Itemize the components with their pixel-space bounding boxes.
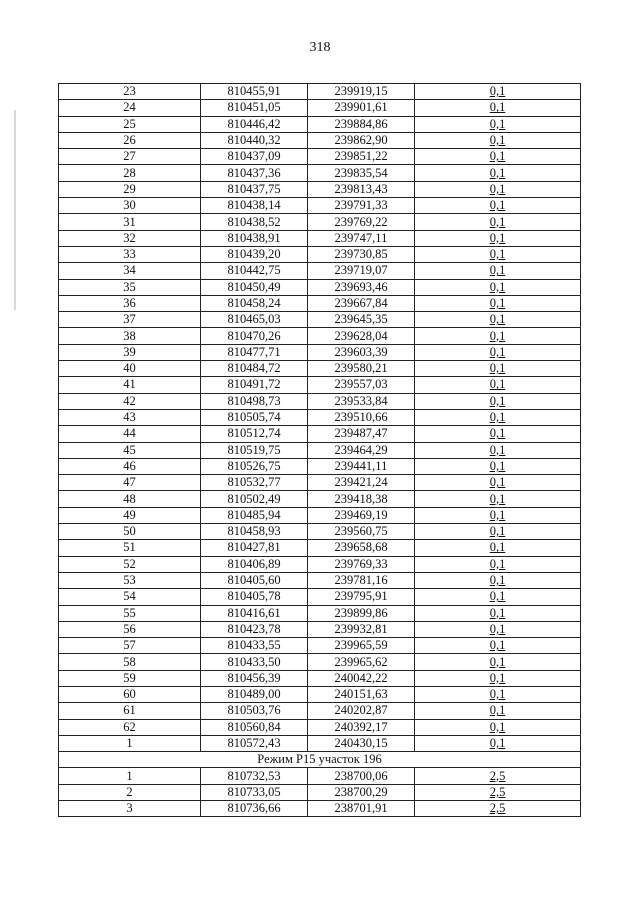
point-number-cell: 34 [59, 263, 201, 279]
value-cell: 0,1 [415, 426, 581, 442]
value-cell: 0,1 [415, 246, 581, 262]
value-cell: 0,1 [415, 393, 581, 409]
value-cell: 0,1 [415, 165, 581, 181]
point-number-cell: 43 [59, 409, 201, 425]
value-cell: 0,1 [415, 540, 581, 556]
point-number-cell: 52 [59, 556, 201, 572]
point-number-cell: 3 [59, 801, 201, 817]
table-row [59, 263, 581, 279]
y-coordinate-cell: 239464,29 [308, 442, 415, 458]
y-coordinate-cell: 239441,11 [308, 458, 415, 474]
table-row [59, 735, 581, 751]
point-number-cell: 38 [59, 328, 201, 344]
y-coordinate-cell: 240392,17 [308, 719, 415, 735]
y-coordinate-cell: 239781,16 [308, 572, 415, 588]
table-row [59, 589, 581, 605]
point-number-cell: 27 [59, 149, 201, 165]
table-row [59, 719, 581, 735]
x-coordinate-cell: 810427,81 [201, 540, 308, 556]
table-row [59, 801, 581, 817]
table-row [59, 605, 581, 621]
y-coordinate-cell: 240042,22 [308, 670, 415, 686]
x-coordinate-cell: 810437,75 [201, 181, 308, 197]
value-cell: 0,1 [415, 556, 581, 572]
value-cell: 0,1 [415, 654, 581, 670]
table-row [59, 165, 581, 181]
y-coordinate-cell: 239862,90 [308, 132, 415, 148]
y-coordinate-cell: 239421,24 [308, 475, 415, 491]
x-coordinate-cell: 810405,78 [201, 589, 308, 605]
y-coordinate-cell: 239667,84 [308, 295, 415, 311]
point-number-cell: 36 [59, 295, 201, 311]
y-coordinate-cell: 239769,33 [308, 556, 415, 572]
x-coordinate-cell: 810456,39 [201, 670, 308, 686]
table-row [59, 295, 581, 311]
point-number-cell: 40 [59, 361, 201, 377]
value-cell: 0,1 [415, 735, 581, 751]
page-number: 318 [309, 40, 331, 55]
y-coordinate-cell: 239628,04 [308, 328, 415, 344]
x-coordinate-cell: 810485,94 [201, 507, 308, 523]
x-coordinate-cell: 810572,43 [201, 735, 308, 751]
value-cell: 2,5 [415, 768, 581, 784]
point-number-cell: 30 [59, 198, 201, 214]
table-row [59, 84, 581, 100]
y-coordinate-cell: 239932,81 [308, 621, 415, 637]
x-coordinate-cell: 810406,89 [201, 556, 308, 572]
y-coordinate-cell: 239730,85 [308, 246, 415, 262]
x-coordinate-cell: 810512,74 [201, 426, 308, 442]
table-row [59, 361, 581, 377]
table-row [59, 491, 581, 507]
value-cell: 0,1 [415, 263, 581, 279]
x-coordinate-cell: 810451,05 [201, 100, 308, 116]
y-coordinate-cell: 239965,59 [308, 638, 415, 654]
x-coordinate-cell: 810733,05 [201, 784, 308, 800]
x-coordinate-cell: 810416,61 [201, 605, 308, 621]
x-coordinate-cell: 810458,93 [201, 524, 308, 540]
table-row [59, 198, 581, 214]
section-heading-body [59, 752, 581, 768]
x-coordinate-cell: 810477,71 [201, 344, 308, 360]
x-coordinate-cell: 810439,20 [201, 246, 308, 262]
table-row [59, 344, 581, 360]
table-row [59, 181, 581, 197]
y-coordinate-cell: 239769,22 [308, 214, 415, 230]
y-coordinate-cell: 239747,11 [308, 230, 415, 246]
y-coordinate-cell: 239899,86 [308, 605, 415, 621]
table-row [59, 703, 581, 719]
point-number-cell: 2 [59, 784, 201, 800]
point-number-cell: 29 [59, 181, 201, 197]
point-number-cell: 39 [59, 344, 201, 360]
rows-after-section [59, 768, 581, 817]
table-row [59, 377, 581, 393]
point-number-cell: 60 [59, 686, 201, 702]
x-coordinate-cell: 810458,24 [201, 295, 308, 311]
x-coordinate-cell: 810438,52 [201, 214, 308, 230]
x-coordinate-cell: 810446,42 [201, 116, 308, 132]
y-coordinate-cell: 239901,61 [308, 100, 415, 116]
coordinates-table [58, 83, 581, 817]
y-coordinate-cell: 239835,54 [308, 165, 415, 181]
table-row [59, 654, 581, 670]
y-coordinate-cell: 239719,07 [308, 263, 415, 279]
y-coordinate-cell: 239693,46 [308, 279, 415, 295]
x-coordinate-cell: 810455,91 [201, 84, 308, 100]
point-number-cell: 28 [59, 165, 201, 181]
y-coordinate-cell: 239919,15 [308, 84, 415, 100]
x-coordinate-cell: 810503,76 [201, 703, 308, 719]
x-coordinate-cell: 810465,03 [201, 312, 308, 328]
value-cell: 0,1 [415, 638, 581, 654]
table-row [59, 328, 581, 344]
x-coordinate-cell: 810526,75 [201, 458, 308, 474]
y-coordinate-cell: 239658,68 [308, 540, 415, 556]
table-row [59, 279, 581, 295]
table-row [59, 475, 581, 491]
table-row [59, 784, 581, 800]
table-row [59, 312, 581, 328]
table-row [59, 149, 581, 165]
x-coordinate-cell: 810433,55 [201, 638, 308, 654]
value-cell: 0,1 [415, 149, 581, 165]
x-coordinate-cell: 810438,91 [201, 230, 308, 246]
x-coordinate-cell: 810405,60 [201, 572, 308, 588]
x-coordinate-cell: 810440,32 [201, 132, 308, 148]
table-row [59, 409, 581, 425]
value-cell: 0,1 [415, 442, 581, 458]
x-coordinate-cell: 810470,26 [201, 328, 308, 344]
value-cell: 0,1 [415, 214, 581, 230]
point-number-cell: 59 [59, 670, 201, 686]
table-row [59, 621, 581, 637]
x-coordinate-cell: 810519,75 [201, 442, 308, 458]
table-row [59, 393, 581, 409]
y-coordinate-cell: 240430,15 [308, 735, 415, 751]
point-number-cell: 32 [59, 230, 201, 246]
value-cell: 0,1 [415, 295, 581, 311]
rows-before-section [59, 84, 581, 752]
table-row [59, 638, 581, 654]
y-coordinate-cell: 239603,39 [308, 344, 415, 360]
scan-artifact-line [14, 110, 16, 310]
table-row [59, 507, 581, 523]
x-coordinate-cell: 810450,49 [201, 279, 308, 295]
value-cell: 0,1 [415, 475, 581, 491]
table-row [59, 670, 581, 686]
y-coordinate-cell: 239580,21 [308, 361, 415, 377]
value-cell: 2,5 [415, 784, 581, 800]
point-number-cell: 49 [59, 507, 201, 523]
y-coordinate-cell: 239557,03 [308, 377, 415, 393]
value-cell: 2,5 [415, 801, 581, 817]
value-cell: 0,1 [415, 198, 581, 214]
y-coordinate-cell: 239510,66 [308, 409, 415, 425]
point-number-cell: 24 [59, 100, 201, 116]
value-cell: 0,1 [415, 670, 581, 686]
point-number-cell: 62 [59, 719, 201, 735]
point-number-cell: 51 [59, 540, 201, 556]
value-cell: 0,1 [415, 507, 581, 523]
value-cell: 0,1 [415, 719, 581, 735]
y-coordinate-cell: 239884,86 [308, 116, 415, 132]
x-coordinate-cell: 810498,73 [201, 393, 308, 409]
y-coordinate-cell: 239791,33 [308, 198, 415, 214]
table-row [59, 540, 581, 556]
x-coordinate-cell: 810560,84 [201, 719, 308, 735]
table-row [59, 556, 581, 572]
table-row [59, 426, 581, 442]
x-coordinate-cell: 810532,77 [201, 475, 308, 491]
y-coordinate-cell: 239645,35 [308, 312, 415, 328]
table-row [59, 458, 581, 474]
point-number-cell: 33 [59, 246, 201, 262]
point-number-cell: 47 [59, 475, 201, 491]
table-row [59, 246, 581, 262]
y-coordinate-cell: 239487,47 [308, 426, 415, 442]
value-cell: 0,1 [415, 328, 581, 344]
table-row [59, 524, 581, 540]
value-cell: 0,1 [415, 458, 581, 474]
value-cell: 0,1 [415, 344, 581, 360]
table-row [59, 442, 581, 458]
value-cell: 0,1 [415, 116, 581, 132]
point-number-cell: 61 [59, 703, 201, 719]
value-cell: 0,1 [415, 491, 581, 507]
x-coordinate-cell: 810442,75 [201, 263, 308, 279]
value-cell: 0,1 [415, 100, 581, 116]
value-cell: 0,1 [415, 572, 581, 588]
y-coordinate-cell: 238700,06 [308, 768, 415, 784]
value-cell: 0,1 [415, 686, 581, 702]
point-number-cell: 26 [59, 132, 201, 148]
x-coordinate-cell: 810736,66 [201, 801, 308, 817]
table-row [59, 230, 581, 246]
x-coordinate-cell: 810438,14 [201, 198, 308, 214]
value-cell: 0,1 [415, 589, 581, 605]
point-number-cell: 53 [59, 572, 201, 588]
value-cell: 0,1 [415, 377, 581, 393]
point-number-cell: 46 [59, 458, 201, 474]
table-row [59, 686, 581, 702]
x-coordinate-cell: 810423,78 [201, 621, 308, 637]
point-number-cell: 44 [59, 426, 201, 442]
value-cell: 0,1 [415, 703, 581, 719]
value-cell: 0,1 [415, 361, 581, 377]
value-cell: 0,1 [415, 621, 581, 637]
y-coordinate-cell: 239851,22 [308, 149, 415, 165]
point-number-cell: 56 [59, 621, 201, 637]
y-coordinate-cell: 238700,29 [308, 784, 415, 800]
y-coordinate-cell: 240151,63 [308, 686, 415, 702]
y-coordinate-cell: 240202,87 [308, 703, 415, 719]
section-heading: Режим Р15 участок 196 [59, 752, 581, 768]
value-cell: 0,1 [415, 409, 581, 425]
y-coordinate-cell: 238701,91 [308, 801, 415, 817]
point-number-cell: 25 [59, 116, 201, 132]
y-coordinate-cell: 239795,91 [308, 589, 415, 605]
point-number-cell: 55 [59, 605, 201, 621]
x-coordinate-cell: 810437,09 [201, 149, 308, 165]
point-number-cell: 23 [59, 84, 201, 100]
value-cell: 0,1 [415, 84, 581, 100]
x-coordinate-cell: 810502,49 [201, 491, 308, 507]
point-number-cell: 58 [59, 654, 201, 670]
point-number-cell: 35 [59, 279, 201, 295]
table-row [59, 572, 581, 588]
x-coordinate-cell: 810437,36 [201, 165, 308, 181]
table-row [59, 132, 581, 148]
x-coordinate-cell: 810505,74 [201, 409, 308, 425]
value-cell: 0,1 [415, 524, 581, 540]
section-heading-row [59, 752, 581, 768]
point-number-cell: 1 [59, 768, 201, 784]
value-cell: 0,1 [415, 230, 581, 246]
point-number-cell: 48 [59, 491, 201, 507]
x-coordinate-cell: 810433,50 [201, 654, 308, 670]
point-number-cell: 1 [59, 735, 201, 751]
value-cell: 0,1 [415, 132, 581, 148]
point-number-cell: 57 [59, 638, 201, 654]
y-coordinate-cell: 239560,75 [308, 524, 415, 540]
point-number-cell: 50 [59, 524, 201, 540]
x-coordinate-cell: 810491,72 [201, 377, 308, 393]
table-row [59, 100, 581, 116]
point-number-cell: 31 [59, 214, 201, 230]
table-row [59, 768, 581, 784]
x-coordinate-cell: 810732,53 [201, 768, 308, 784]
point-number-cell: 42 [59, 393, 201, 409]
x-coordinate-cell: 810484,72 [201, 361, 308, 377]
point-number-cell: 54 [59, 589, 201, 605]
table-row [59, 116, 581, 132]
value-cell: 0,1 [415, 181, 581, 197]
y-coordinate-cell: 239965,62 [308, 654, 415, 670]
y-coordinate-cell: 239533,84 [308, 393, 415, 409]
y-coordinate-cell: 239813,43 [308, 181, 415, 197]
y-coordinate-cell: 239418,38 [308, 491, 415, 507]
table-row [59, 214, 581, 230]
value-cell: 0,1 [415, 605, 581, 621]
point-number-cell: 37 [59, 312, 201, 328]
value-cell: 0,1 [415, 312, 581, 328]
point-number-cell: 45 [59, 442, 201, 458]
y-coordinate-cell: 239469,19 [308, 507, 415, 523]
value-cell: 0,1 [415, 279, 581, 295]
x-coordinate-cell: 810489,00 [201, 686, 308, 702]
point-number-cell: 41 [59, 377, 201, 393]
